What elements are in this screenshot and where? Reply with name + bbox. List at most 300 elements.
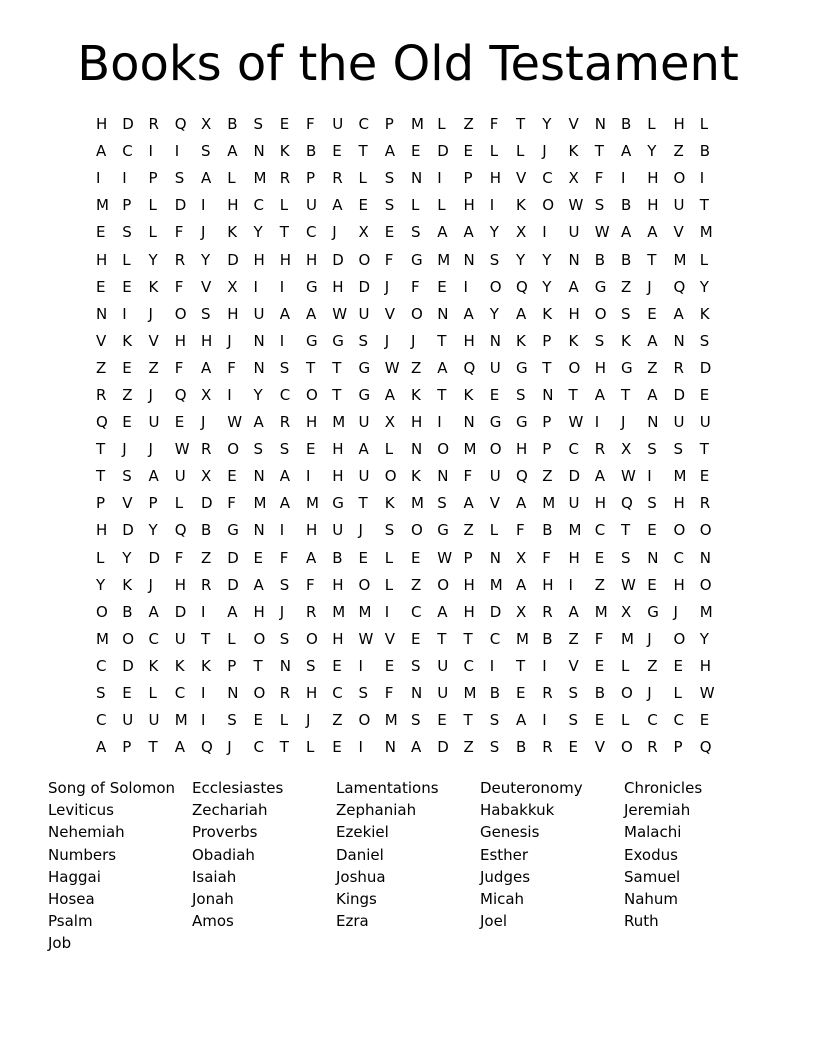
grid-letter: N xyxy=(411,440,423,459)
grid-letter: N xyxy=(253,358,265,377)
grid-letter: C xyxy=(647,711,658,730)
grid-letter: D xyxy=(358,277,371,296)
grid-letter: I xyxy=(542,711,547,730)
grid-letter: V xyxy=(384,629,396,648)
grid-letter: U xyxy=(568,494,580,513)
grid-letter: D xyxy=(227,548,239,567)
grid-letter: R xyxy=(148,115,159,134)
grid-letter: H xyxy=(489,169,502,188)
grid-letter: S xyxy=(411,656,421,675)
grid-letter: I xyxy=(279,521,285,540)
grid-letter: N xyxy=(463,250,475,269)
grid-letter: Y xyxy=(489,223,499,242)
grid-letter: L xyxy=(279,711,289,730)
grid-letter: F xyxy=(174,277,184,296)
grid-row xyxy=(96,599,736,626)
grid-letter: S xyxy=(411,223,421,242)
grid-letter: S xyxy=(96,684,106,703)
grid-letter: S xyxy=(306,656,316,675)
grid-letter: P xyxy=(463,548,473,567)
grid-letter: O xyxy=(358,711,371,730)
grid-letter: C xyxy=(306,223,317,242)
grid-letter: N xyxy=(411,684,423,703)
grid-letter: K xyxy=(148,656,159,675)
grid-letter: B xyxy=(621,115,632,134)
grid-letter: K xyxy=(621,331,631,350)
grid-letter: F xyxy=(463,467,473,486)
word-list-item: Haggai xyxy=(48,867,101,886)
grid-row xyxy=(96,626,736,653)
grid-letter: X xyxy=(516,223,527,242)
grid-letter: Q xyxy=(201,738,213,757)
grid-letter: F xyxy=(279,548,289,567)
grid-letter: F xyxy=(306,115,315,134)
grid-letter: M xyxy=(516,629,529,648)
word-list-item: Obadiah xyxy=(192,845,255,864)
grid-letter: Y xyxy=(516,250,526,269)
grid-letter: H xyxy=(96,521,108,540)
grid-letter: O xyxy=(489,277,502,296)
grid-letter: T xyxy=(621,385,631,404)
grid-letter: E xyxy=(411,548,421,567)
grid-letter: K xyxy=(542,304,553,323)
grid-letter: Y xyxy=(201,250,211,269)
grid-letter: I xyxy=(148,142,153,161)
word-search-grid xyxy=(96,111,736,761)
grid-letter: G xyxy=(489,413,502,432)
grid-letter: K xyxy=(516,331,526,350)
grid-letter: E xyxy=(411,142,421,161)
grid-letter: F xyxy=(227,358,236,377)
grid-letter: U xyxy=(358,467,370,486)
grid-letter: K xyxy=(516,196,526,215)
grid-letter: R xyxy=(279,169,291,188)
grid-letter: P xyxy=(673,738,683,757)
word-list-item: Amos xyxy=(192,912,234,931)
grid-letter: K xyxy=(568,331,579,350)
grid-letter: B xyxy=(489,684,501,703)
grid-letter: N xyxy=(411,169,423,188)
grid-letter: O xyxy=(699,521,712,540)
grid-letter: C xyxy=(358,115,369,134)
grid-letter: O xyxy=(673,169,686,188)
grid-letter: U xyxy=(437,684,449,703)
grid-letter: S xyxy=(621,304,631,323)
grid-letter: H xyxy=(673,575,685,594)
grid-row xyxy=(96,138,736,165)
grid-letter: N xyxy=(568,250,580,269)
grid-letter: H xyxy=(673,115,685,134)
grid-letter: C xyxy=(96,711,107,730)
grid-letter: J xyxy=(227,331,232,350)
grid-letter: E xyxy=(122,358,132,377)
grid-letter: A xyxy=(201,169,212,188)
grid-letter: O xyxy=(122,629,135,648)
grid-letter: J xyxy=(673,602,678,621)
grid-letter: W xyxy=(699,684,715,703)
grid-letter: R xyxy=(594,440,606,459)
grid-letter: H xyxy=(542,575,554,594)
grid-letter: Y xyxy=(699,629,709,648)
grid-letter: O xyxy=(227,440,240,459)
grid-letter: A xyxy=(253,413,264,432)
grid-letter: K xyxy=(122,575,133,594)
grid-letter: S xyxy=(358,684,369,703)
grid-letter: F xyxy=(384,684,394,703)
grid-letter: A xyxy=(463,223,474,242)
grid-letter: W xyxy=(174,440,190,459)
grid-letter: H xyxy=(647,169,659,188)
grid-letter: A xyxy=(279,494,291,513)
grid-letter: F xyxy=(542,548,551,567)
grid-letter: Y xyxy=(542,115,552,134)
grid-letter: P xyxy=(122,196,132,215)
grid-letter: V xyxy=(568,115,579,134)
grid-letter: A xyxy=(96,142,107,161)
grid-letter: J xyxy=(306,711,311,730)
grid-letter: Y xyxy=(253,223,263,242)
grid-letter: E xyxy=(306,440,316,459)
grid-letter: X xyxy=(201,385,212,404)
grid-letter: N xyxy=(647,548,659,567)
grid-letter: J xyxy=(279,602,285,621)
grid-letter: Z xyxy=(594,575,606,594)
grid-letter: R xyxy=(332,169,343,188)
grid-letter: A xyxy=(516,575,527,594)
grid-letter: O xyxy=(253,629,266,648)
grid-letter: A xyxy=(437,358,448,377)
grid-letter: E xyxy=(122,413,132,432)
grid-letter: A xyxy=(96,738,107,757)
grid-letter: S xyxy=(122,467,132,486)
grid-letter: H xyxy=(306,413,318,432)
grid-letter: A xyxy=(253,575,264,594)
grid-letter: J xyxy=(411,331,416,350)
grid-letter: N xyxy=(699,548,711,567)
grid-letter: H xyxy=(411,413,423,432)
grid-letter: N xyxy=(594,115,606,134)
grid-letter: U xyxy=(148,711,160,730)
grid-letter: J xyxy=(647,277,652,296)
grid-letter: I xyxy=(201,196,206,215)
grid-letter: D xyxy=(227,575,239,594)
grid-letter: M xyxy=(253,169,267,188)
grid-letter: G xyxy=(621,358,633,377)
grid-letter: T xyxy=(542,358,552,377)
grid-letter: R xyxy=(699,494,711,513)
grid-letter: C xyxy=(96,656,107,675)
grid-letter: H xyxy=(279,250,292,269)
word-list-item: Hosea xyxy=(48,889,95,908)
grid-letter: V xyxy=(96,331,107,350)
grid-letter: Z xyxy=(568,629,579,648)
grid-letter: M xyxy=(699,223,713,242)
grid-letter: J xyxy=(384,331,390,350)
grid-letter: H xyxy=(306,250,318,269)
grid-letter: D xyxy=(489,602,502,621)
grid-letter: N xyxy=(253,467,265,486)
grid-letter: C xyxy=(673,711,684,730)
grid-letter: S xyxy=(673,440,684,459)
word-list-item: Joel xyxy=(480,912,507,931)
grid-row xyxy=(96,192,736,219)
grid-letter: E xyxy=(699,385,710,404)
grid-row xyxy=(96,490,736,517)
grid-row xyxy=(96,680,736,707)
grid-letter: I xyxy=(201,602,206,621)
grid-letter: O xyxy=(306,385,318,404)
grid-letter: E xyxy=(253,711,263,730)
grid-letter: P xyxy=(306,169,316,188)
grid-letter: E xyxy=(647,304,657,323)
grid-letter: W xyxy=(621,467,636,486)
grid-letter: T xyxy=(201,629,211,648)
grid-letter: L xyxy=(148,684,157,703)
grid-letter: A xyxy=(673,304,684,323)
grid-letter: E xyxy=(437,277,447,296)
grid-letter: M xyxy=(306,494,319,513)
word-list-item: Proverbs xyxy=(192,823,258,842)
grid-letter: P xyxy=(122,738,132,757)
grid-letter: U xyxy=(568,223,580,242)
grid-letter: H xyxy=(332,277,344,296)
word-list-item: Joshua xyxy=(336,867,386,886)
grid-row xyxy=(96,409,736,436)
grid-letter: E xyxy=(699,467,710,486)
grid-letter: P xyxy=(542,331,552,350)
grid-letter: E xyxy=(594,656,605,675)
grid-letter: R xyxy=(542,738,553,757)
grid-letter: I xyxy=(227,385,232,404)
grid-letter: V xyxy=(594,738,606,757)
grid-letter: S xyxy=(253,440,264,459)
word-list-item: Habakkuk xyxy=(480,801,555,820)
grid-letter: U xyxy=(489,358,501,377)
grid-letter: D xyxy=(699,358,712,377)
grid-letter: L xyxy=(174,494,184,513)
word-list xyxy=(48,777,768,955)
grid-letter: R xyxy=(647,738,658,757)
grid-letter: H xyxy=(332,575,344,594)
grid-letter: K xyxy=(279,142,290,161)
grid-letter: L xyxy=(489,521,499,540)
grid-letter: W xyxy=(384,358,400,377)
grid-letter: O xyxy=(621,738,633,757)
grid-letter: T xyxy=(332,385,342,404)
grid-letter: W xyxy=(437,548,453,567)
grid-letter: C xyxy=(673,548,684,567)
grid-letter: U xyxy=(174,629,186,648)
grid-letter: M xyxy=(673,467,687,486)
grid-letter: A xyxy=(227,142,238,161)
grid-letter: F xyxy=(306,575,315,594)
grid-letter: H xyxy=(673,494,685,513)
grid-letter: H xyxy=(332,629,344,648)
grid-letter: N xyxy=(489,331,501,350)
word-list-item: Chronicles xyxy=(624,779,703,797)
grid-letter: U xyxy=(699,413,711,432)
grid-letter: D xyxy=(568,467,581,486)
grid-letter: H xyxy=(594,358,607,377)
word-list-item: Ruth xyxy=(624,912,659,931)
grid-letter: U xyxy=(673,196,685,215)
grid-letter: M xyxy=(174,711,188,730)
grid-letter: A xyxy=(516,304,527,323)
grid-letter: G xyxy=(647,602,659,621)
grid-letter: K xyxy=(122,331,133,350)
grid-letter: Z xyxy=(647,358,658,377)
grid-letter: N xyxy=(253,142,265,161)
grid-letter: W xyxy=(332,304,348,323)
grid-letter: J xyxy=(647,684,652,703)
grid-letter: M xyxy=(673,250,687,269)
grid-letter: B xyxy=(542,521,553,540)
grid-letter: A xyxy=(594,467,606,486)
word-list-item: Micah xyxy=(480,889,525,908)
grid-letter: D xyxy=(201,494,213,513)
grid-letter: A xyxy=(568,602,579,621)
grid-letter: M xyxy=(411,115,424,134)
grid-letter: E xyxy=(411,629,421,648)
grid-letter: F xyxy=(174,223,184,242)
grid-letter: H xyxy=(96,250,108,269)
grid-letter: O xyxy=(673,521,686,540)
grid-letter: L xyxy=(621,656,630,675)
grid-letter: I xyxy=(96,169,101,188)
grid-letter: Z xyxy=(332,711,343,730)
word-list-item: Malachi xyxy=(624,823,682,842)
grid-letter: Z xyxy=(96,358,107,377)
grid-letter: D xyxy=(437,142,449,161)
grid-letter: T xyxy=(437,629,447,648)
grid-letter: X xyxy=(384,413,396,432)
grid-row xyxy=(96,517,736,544)
grid-letter: A xyxy=(174,738,186,757)
grid-letter: X xyxy=(568,169,579,188)
grid-letter: R xyxy=(279,413,291,432)
grid-row xyxy=(96,545,736,572)
grid-row xyxy=(96,734,736,761)
grid-letter: U xyxy=(253,304,265,323)
grid-letter: B xyxy=(699,142,711,161)
grid-letter: T xyxy=(463,629,473,648)
grid-letter: H xyxy=(463,331,475,350)
grid-letter: T xyxy=(279,738,289,757)
grid-letter: F xyxy=(594,169,604,188)
grid-row xyxy=(96,301,736,328)
grid-letter: J xyxy=(148,575,153,594)
grid-letter: T xyxy=(463,711,473,730)
grid-letter: I xyxy=(437,169,442,188)
grid-letter: J xyxy=(332,223,337,242)
grid-letter: O xyxy=(358,575,371,594)
grid-letter: A xyxy=(463,304,474,323)
grid-letter: G xyxy=(332,331,344,350)
grid-row xyxy=(96,246,736,273)
grid-letter: V xyxy=(201,277,212,296)
grid-letter: Q xyxy=(621,494,633,513)
grid-letter: E xyxy=(568,738,578,757)
word-list-item: Zechariah xyxy=(192,801,268,820)
grid-letter: I xyxy=(699,169,705,188)
grid-letter: L xyxy=(227,169,236,188)
grid-letter: N xyxy=(489,548,501,567)
grid-letter: N xyxy=(437,467,449,486)
grid-letter: W xyxy=(358,629,374,648)
grid-letter: I xyxy=(542,223,547,242)
grid-letter: L xyxy=(384,548,394,567)
grid-letter: T xyxy=(699,440,709,459)
grid-letter: Y xyxy=(122,548,132,567)
grid-letter: S xyxy=(279,575,290,594)
word-list-item: Leviticus xyxy=(48,801,114,820)
grid-letter: E xyxy=(516,684,526,703)
grid-letter: L xyxy=(411,196,420,215)
grid-letter: T xyxy=(358,494,368,513)
grid-letter: L xyxy=(621,711,630,730)
grid-letter: O xyxy=(568,358,581,377)
grid-letter: A xyxy=(516,494,527,513)
grid-letter: A xyxy=(384,142,396,161)
grid-letter: N xyxy=(673,331,685,350)
grid-letter: H xyxy=(174,331,187,350)
grid-letter: X xyxy=(516,548,527,567)
grid-letter: G xyxy=(594,277,607,296)
grid-letter: O xyxy=(594,304,607,323)
grid-letter: S xyxy=(122,223,132,242)
grid-letter: G xyxy=(227,521,239,540)
grid-letter: J xyxy=(358,521,363,540)
grid-letter: R xyxy=(542,602,553,621)
grid-letter: S xyxy=(621,548,631,567)
grid-letter: R xyxy=(201,575,212,594)
grid-letter: D xyxy=(122,521,134,540)
grid-letter: W xyxy=(621,575,636,594)
grid-letter: H xyxy=(594,494,607,513)
word-list-item: Song of Solomon xyxy=(48,779,176,797)
grid-letter: U xyxy=(358,413,370,432)
grid-letter: S xyxy=(384,521,395,540)
word-list-item: Numbers xyxy=(48,845,117,864)
grid-letter: M xyxy=(411,494,424,513)
grid-letter: S xyxy=(594,331,605,350)
grid-letter: P xyxy=(542,413,552,432)
grid-letter: S xyxy=(253,115,264,134)
grid-letter: S xyxy=(594,196,605,215)
grid-letter: V xyxy=(489,494,501,513)
grid-letter: X xyxy=(358,223,369,242)
grid-letter: R xyxy=(306,602,317,621)
grid-letter: H xyxy=(253,602,265,621)
grid-letter: O xyxy=(96,602,108,621)
grid-letter: K xyxy=(411,385,421,404)
grid-letter: J xyxy=(227,738,232,757)
grid-letter: B xyxy=(516,738,527,757)
grid-letter: E xyxy=(227,467,237,486)
grid-letter: V xyxy=(122,494,133,513)
grid-letter: F xyxy=(384,250,394,269)
grid-letter: P xyxy=(148,494,158,513)
word-list-item: Nahum xyxy=(624,889,679,908)
grid-letter: Z xyxy=(542,467,553,486)
grid-letter: M xyxy=(568,521,582,540)
grid-letter: H xyxy=(568,304,580,323)
grid-letter: Q xyxy=(174,521,187,540)
grid-letter: L xyxy=(437,115,446,134)
grid-letter: G xyxy=(306,277,318,296)
word-list-item: Daniel xyxy=(336,845,384,864)
grid-letter: V xyxy=(384,304,396,323)
